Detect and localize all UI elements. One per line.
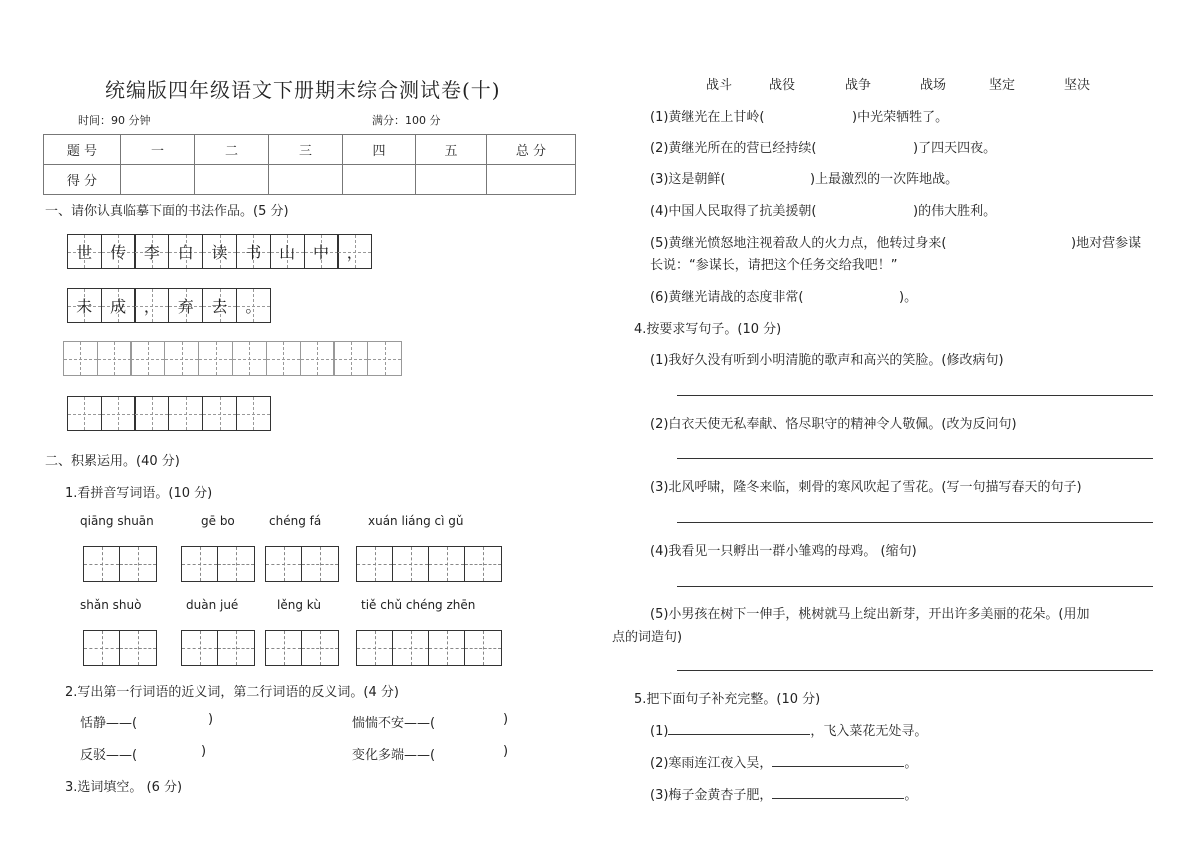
answer-cell[interactable] (465, 631, 501, 665)
answer-cell[interactable] (120, 547, 156, 581)
practice-cell[interactable] (130, 341, 165, 376)
poem-item-suffix: 。 (904, 788, 918, 803)
word-choice: 坚定 (989, 78, 1016, 93)
calligraphy-char: 白 (168, 234, 203, 269)
calligraphy-char: 传 (101, 234, 136, 269)
poem-blank[interactable] (772, 784, 904, 799)
fill-item-1: (1)黄继光在上甘岭( (650, 110, 765, 125)
answer-box[interactable] (356, 630, 502, 666)
q3-heading: 3.选词填空。 (6 分) (65, 780, 183, 795)
practice-cell[interactable] (266, 341, 301, 376)
poem-item-1 (650, 720, 927, 739)
answer-box[interactable] (83, 630, 157, 666)
q4-heading: 4.按要求写句子。(10 分) (634, 322, 782, 337)
answer-cell[interactable] (182, 631, 218, 665)
answer-box[interactable] (83, 546, 157, 582)
calligraphy-char: ， (134, 288, 169, 323)
poem-item-suffix: 。 (904, 756, 918, 771)
answer-cell[interactable] (120, 631, 156, 665)
fill-item-4-end: )的伟大胜利。 (913, 204, 997, 219)
answer-cell[interactable] (357, 631, 393, 665)
fill-item-6-end: )。 (899, 290, 918, 305)
word-choice: 坚决 (1064, 78, 1091, 93)
fill-item-6: (6)黄继光请战的态度非常( (650, 290, 804, 305)
calligraphy-model-row-1 (68, 234, 372, 269)
full-score: 满分：100 分 (372, 114, 441, 127)
answer-cell[interactable] (218, 547, 254, 581)
answer-box[interactable] (181, 630, 255, 666)
answer-line[interactable] (677, 586, 1153, 587)
practice-cell[interactable] (202, 396, 237, 431)
answer-cell[interactable] (84, 631, 120, 665)
score-input-cell[interactable] (487, 165, 576, 195)
poem-item-suffix: ，飞入菜花无处寻。 (810, 724, 928, 739)
pinyin-label: chéng fá (269, 514, 322, 528)
score-input-cell[interactable] (416, 165, 487, 195)
answer-cell[interactable] (393, 631, 429, 665)
answer-line[interactable] (677, 458, 1153, 459)
q1-heading: 1.看拼音写词语。(10 分) (65, 486, 213, 501)
pinyin-label: lěng kù (277, 598, 321, 612)
answer-line[interactable] (677, 670, 1153, 671)
table-cell: 题 号 (44, 135, 121, 165)
answer-box[interactable] (265, 546, 339, 582)
table-cell: 二 (195, 135, 269, 165)
rewrite-item-5: (5)小男孩在树下一伸手，桃树就马上绽出新芽，开出许多美丽的花朵。(用加 (650, 607, 1090, 622)
calligraphy-char: 中 (304, 234, 339, 269)
answer-cell[interactable] (429, 631, 465, 665)
rewrite-item-3: (3)北风呼啸，隆冬来临，刺骨的寒风吹起了雪花。(写一句描写春天的句子) (650, 480, 1082, 495)
answer-cell[interactable] (266, 631, 302, 665)
pinyin-label: gē bo (201, 514, 235, 528)
calligraphy-char: 读 (202, 234, 237, 269)
poem-item-3 (650, 784, 917, 803)
paren-close: ) (201, 744, 207, 759)
answer-line[interactable] (677, 395, 1153, 396)
table-cell: 四 (343, 135, 416, 165)
practice-cell[interactable] (97, 341, 132, 376)
pinyin-label: tiě chǔ chéng zhēn (361, 598, 476, 612)
fill-item-5-end: )地对营参谋 (1071, 236, 1142, 251)
practice-cell[interactable] (164, 341, 199, 376)
calligraphy-char: 。 (236, 288, 271, 323)
calligraphy-practice-row-1[interactable] (64, 341, 402, 376)
practice-cell[interactable] (67, 396, 102, 431)
table-cell: 得 分 (44, 165, 121, 195)
score-input-cell[interactable] (269, 165, 343, 195)
q5-heading: 5.把下面句子补充完整。(10 分) (634, 692, 821, 707)
paren-close: ) (503, 744, 509, 759)
calligraphy-char: 世 (67, 234, 102, 269)
poem-item-prefix: (3)梅子金黄杏子肥， (650, 788, 773, 803)
calligraphy-char: ， (337, 234, 372, 269)
practice-cell[interactable] (232, 341, 267, 376)
score-input-cell[interactable] (343, 165, 416, 195)
pinyin-label: duàn jué (186, 598, 239, 612)
answer-cell[interactable] (84, 547, 120, 581)
answer-box[interactable] (265, 630, 339, 666)
poem-item-prefix: (1) (650, 724, 669, 739)
calligraphy-char: 弃 (168, 288, 203, 323)
rewrite-item-2: (2)白衣天使无私奉献、恪尽职守的精神令人敬佩。(改为反问句) (650, 417, 1017, 432)
table-cell: 三 (269, 135, 343, 165)
exam-time: 时间：90 分钟 (78, 114, 151, 127)
calligraphy-practice-row-2[interactable] (68, 396, 271, 431)
fill-item-2-end: )了四天四夜。 (913, 141, 997, 156)
answer-box[interactable] (356, 546, 502, 582)
fill-item-5-cont: 长说：“参谋长，请把这个任务交给我吧！” (650, 258, 898, 273)
paren-close: ) (208, 712, 214, 727)
word-choice: 战役 (769, 78, 796, 93)
fill-item-1-end: )中光荣牺牲了。 (852, 110, 949, 125)
fill-item-2: (2)黄继光所在的营已经持续( (650, 141, 817, 156)
answer-cell[interactable] (182, 547, 218, 581)
answer-cell[interactable] (465, 547, 501, 581)
score-table (43, 134, 576, 195)
calligraphy-char: 未 (67, 288, 102, 323)
practice-cell[interactable] (198, 341, 233, 376)
page-title: 统编版四年级语文下册期末综合测试卷(十) (105, 78, 501, 102)
poem-item-2 (650, 752, 917, 771)
word-choice: 战争 (845, 78, 872, 93)
word-choice: 战场 (920, 78, 947, 93)
answer-cell[interactable] (357, 547, 393, 581)
table-cell: 一 (121, 135, 195, 165)
score-table-header-row (44, 135, 576, 165)
section2-heading: 二、积累运用。(40 分) (45, 454, 180, 469)
answer-cell[interactable] (302, 631, 338, 665)
calligraphy-model-row-2 (68, 288, 271, 323)
calligraphy-char: 书 (236, 234, 271, 269)
practice-cell[interactable] (134, 396, 169, 431)
practice-cell[interactable] (367, 341, 402, 376)
antonym-item: 反驳——( (80, 748, 138, 763)
answer-cell[interactable] (302, 547, 338, 581)
pinyin-label: qiāng shuān (80, 514, 154, 528)
practice-cell[interactable] (101, 396, 136, 431)
table-cell: 五 (416, 135, 487, 165)
score-table-score-row (44, 165, 576, 195)
calligraphy-char: 李 (134, 234, 169, 269)
fill-item-4: (4)中国人民取得了抗美援朝( (650, 204, 817, 219)
section1-heading: 一、请你认真临摹下面的书法作品。(5 分) (45, 204, 289, 219)
fill-item-3-end: )上最激烈的一次阵地战。 (810, 172, 959, 187)
score-input-cell[interactable] (195, 165, 269, 195)
answer-cell[interactable] (266, 547, 302, 581)
synonym-item: 惴惴不安——( (352, 716, 436, 731)
rewrite-item-5-cont: 点的词造句) (612, 630, 683, 645)
table-cell: 总 分 (487, 135, 576, 165)
paren-close: ) (503, 712, 509, 727)
practice-cell[interactable] (63, 341, 98, 376)
answer-cell[interactable] (218, 631, 254, 665)
antonym-item: 变化多端——( (352, 748, 436, 763)
calligraphy-char: 成 (101, 288, 136, 323)
answer-line[interactable] (677, 522, 1153, 523)
synonym-item: 恬静——( (80, 716, 138, 731)
practice-cell[interactable] (300, 341, 335, 376)
calligraphy-char: 山 (270, 234, 305, 269)
poem-blank[interactable] (668, 720, 810, 735)
rewrite-item-4: (4)我看见一只孵出一群小雏鸡的母鸡。 (缩句) (650, 544, 917, 559)
answer-cell[interactable] (429, 547, 465, 581)
answer-box[interactable] (181, 546, 255, 582)
rewrite-item-1: (1)我好久没有听到小明清脆的歌声和高兴的笑脸。(修改病句) (650, 353, 1004, 368)
pinyin-label: xuán liáng cì gǔ (368, 514, 464, 528)
fill-item-5: (5)黄继光愤怒地注视着敌人的火力点，他转过身来( (650, 236, 947, 251)
practice-cell[interactable] (236, 396, 271, 431)
q2-heading: 2.写出第一行词语的近义词，第二行词语的反义词。(4 分) (65, 685, 399, 700)
poem-item-prefix: (2)寒雨连江夜入吴， (650, 756, 773, 771)
calligraphy-char: 去 (202, 288, 237, 323)
fill-item-3: (3)这是朝鲜( (650, 172, 726, 187)
poem-blank[interactable] (772, 752, 904, 767)
word-choice: 战斗 (706, 78, 733, 93)
answer-cell[interactable] (393, 547, 429, 581)
practice-cell[interactable] (333, 341, 368, 376)
pinyin-label: shǎn shuò (80, 598, 142, 612)
practice-cell[interactable] (168, 396, 203, 431)
score-input-cell[interactable] (121, 165, 195, 195)
